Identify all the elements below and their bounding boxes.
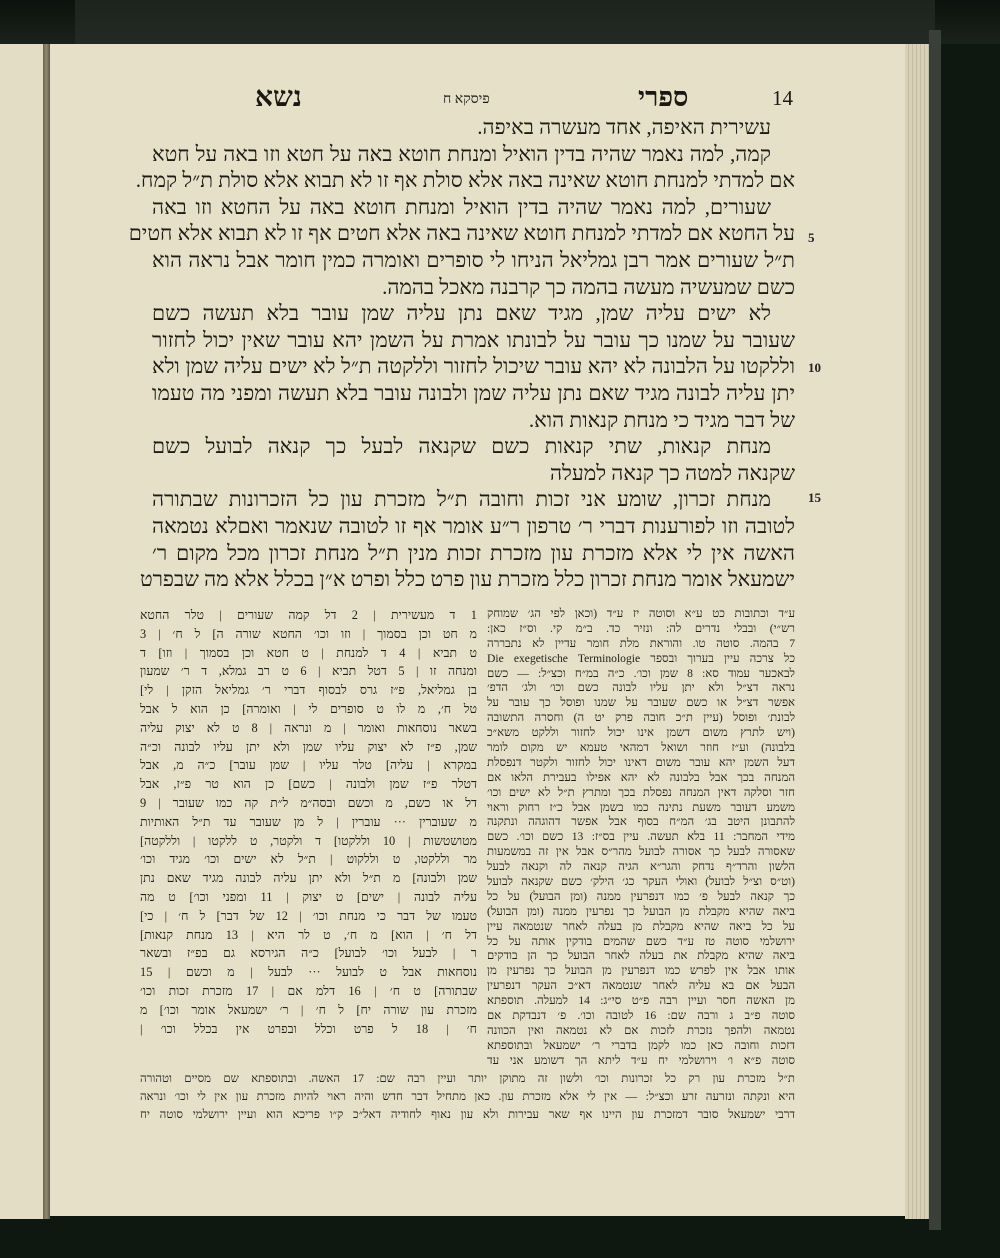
commentary-line: הלשון והרד״ף נדחק והגר״א הגיה קנאה לה וקנאה לבעל (487, 860, 795, 874)
commentary-line: נטמאה ולהפך נזכרת לזכות אם לא נטמאה ואין הכוונה (487, 1023, 795, 1037)
variant-line: מזכרת עון שורה יח] ל ח׳ | ר׳ ישמעאל אומר וכו׳] מ (140, 1002, 477, 1017)
main-text-line: על החטא אם למדתי למנחת חוטא שאינה באה אלא חטים אף זו לא תבוא אלא חטים (128, 221, 795, 246)
main-text-line: שעורים, למה נאמר שהיה בדין הואיל ומנחת חוטא באה על החטא וזו באה (152, 194, 771, 219)
variant-line: שמן, פ״ז לא יצוק עליו שמן ולא יתן עליו לבונה וכ״ה (140, 739, 477, 754)
variant-line: עליה לבונה | ישים] ט יצוק | 11 ומפני וכו׳] ט מה (140, 889, 477, 904)
commentary-line: מידי המחבר: 11 בלא תעשה. עיין בס״ז: 13 כשם וכו׳. כשם (487, 830, 795, 844)
variant-line: שמן ולבונה] מ ת״ל ולא יתן עליה לבונה מגיד שאם נתן (140, 871, 477, 886)
commentary-line: בלבונה) וע״ז חוזר ושואל דמהאי טעמא יש מקום לומר (487, 741, 795, 755)
variant-line: מ חט וכן בסמוך | וזו וכו׳ החטא שורה ה] ל ח׳ | 3 (140, 626, 477, 641)
commentary-line: (ויש לתרץ משום דשמן אינו יכול לחזור וללקט משא״כ (487, 726, 795, 740)
variant-line: ט תביא | 4 ד למנחת | ט חטא וכן בסמוך | וזו] ד (140, 645, 477, 660)
commentary-line: לבונת׳ ופוסל (עיין ת״כ חובה פרק יט ה) וחסרה התשובה (487, 711, 795, 725)
main-text-line: של דבר מגיד כי מנחת קנאות הוא. (528, 407, 795, 432)
page-number: 14 (772, 86, 793, 110)
main-text-line: כשם שמעשיה מעשה בהמה כך קרבנה מאכל בהמה. (382, 274, 795, 299)
commentary-line: נראה דצ״ל ולא יתן עליו לבונה כשם וכו׳ ולג׳ הדפ׳ (487, 681, 795, 695)
variant-line: 1 ד מעשירית | 2 דל קמה שעורים | טלר החטא (140, 608, 477, 622)
commentary-line: 7 בהמה. סוטה טו. והוראת מלת חומר עדיין לא נתבררה (487, 636, 795, 650)
main-text-line: לטובה וזו לפורענות דברי ר׳ טרפון ר״ע אומר אף זו לטובה שנאמר ואםלא נטמאה (152, 513, 795, 538)
main-text-line: שקנאה למטה כך קנאה למעלה (549, 460, 795, 485)
page-edges (905, 44, 929, 1219)
commentary-line: להתבונן היטב בג׳ המ״ח בסוף אבל אפשר דהוגהה ונתקנה (487, 815, 795, 829)
commentary-line: היא ונקתה ונזרעה זרע וכצ״ל: — אין לי אלא מזכרת עון. כאן מתחיל דבר חדש והיה ראוי להיות מזכרת עון אין לי וכו׳ ונראה (140, 1090, 795, 1103)
book-page (50, 44, 905, 1216)
variant-line: מר וללקטו, ט וללקוט | ת״ל לא ישים וכו׳ מגיד וכו׳ (140, 852, 477, 867)
commentary-line: (וט״ס וצ״ל לבועל) ואולי העקר כג׳ הילק׳ כשם שקנאה לבועל (487, 875, 795, 889)
commentary-line: סוטה פ״ב ג ורבה שם: 16 לטובה וכו׳. פ׳ דנבדקת אם (487, 1009, 795, 1023)
commentary-line: הבעל אם בא עליה לאחר שנטמאה דא״כ העקר דנפרעין (487, 979, 795, 993)
main-text-line: עשירית האיפה, אחד מעשרה באיפה. (477, 115, 771, 139)
main-text-line: קמה, למה נאמר שהיה בדין הואיל ומנחת חוטא באה על חטא וזו באה על חטא (152, 141, 771, 166)
main-text-line: מנחת קנאות, שתי קנאות כשם שקנאה לבעל כך קנאה לבועל כשם (152, 434, 771, 459)
main-text-line: וללקטו על הלבונה לא יהא עובר שיכול לחזור וללקטה ת״ל לא ישים עליה שמן ולא (152, 354, 795, 379)
commentary-line: ע״ד וכתובות כט ע״א וסוטה יז ע״ד (וכאן לפי הג׳ שמוחק (487, 607, 795, 620)
commentary-column (487, 607, 795, 1069)
main-text-line: האשה אין לי אלא מזכרת עון מזכרת זכות מנין ת״ל מנחת זכרון מכל מקום ר׳ (152, 540, 795, 565)
line-number-5: 5 (808, 230, 815, 245)
book-top-edge (0, 0, 1000, 44)
commentary-line: משמע דעובר משעת נתינה כמו בשמן אבל כ״ז רחוק וראוי (487, 800, 795, 814)
variant-line: נוסחאות אבל ט לבועל ··· לבעל | מ וכשם | 15 (140, 965, 477, 980)
commentary-line: המנחה בכך אבל בלבונה לא יהא אפילו בעבירת הלאו אם (487, 770, 795, 784)
line-number-10: 10 (808, 360, 821, 375)
main-text-line: שעובר על שמנו כך עובר על לבונתו אמרת על השמן יהא עובר שאין יכול לחזור (152, 327, 795, 352)
variant-line: במקרא | עליה] טלר עליו | שמן עובר] כ״ה מ, אבל (140, 758, 477, 773)
commentary-line: על כל ביאה שהיא מקבלת מן בעלה לאחר שנטמאה עיין (487, 919, 795, 933)
commentary-line: דעל השמן יהא עובר משום דאינו יכול לחזור ולקטר דנפסלת (487, 755, 795, 769)
commentary-line: אותו אבל אין לפרש כמו דנפרעין מן הבועל כך נפרעין מן (487, 964, 795, 978)
book-cover-edge (929, 30, 941, 1230)
variant-line: ומנחה זו | 5 דטל תביא | 6 ט רב גמלא, ד ר׳ שמעון (140, 664, 478, 679)
commentary-line: מן האשה חסר ועיין רבה פ״ט סי״ג: 14 למעלה. תוספתא (487, 994, 795, 1008)
variant-line: ר | לבעל וכו׳ לבועל] כ״ה הגירסא גם בפ״ז ובשאר (140, 946, 477, 961)
book-binding-ridge (75, 0, 935, 44)
commentary-line: ביאה שהיא מקבלת מן הבועל כך נפרעין ממנה (ומן הבועל) (487, 904, 795, 918)
commentary-line: ירושלמי סוטה טז ע״ד כשם שהמים בודקין אותה על כל (487, 934, 795, 948)
commentary-line: דרבי ישמעאל סובר דמזכרת עון היינו אף שאר עבירות ולא עון נאוף לחודיה דאל״כ ק״ו פריכא הוא ועיין ירושלמי סוטה יח (140, 1108, 795, 1121)
variant-line: ח׳ | 18 ל פרט וכלל ובפרט אין בכלל וכו׳ | (140, 1021, 477, 1036)
running-title-section: פיסקא ח (443, 92, 490, 107)
variant-line: טעמו של דבר כי מנחת וכו׳ | 12 של דבר] ל ח׳ | כי] (140, 908, 477, 923)
line-number-15: 15 (808, 490, 821, 505)
variant-line: שבתורה] ט ח׳ | 16 דלמ אם | 17 מזכרת זכות וכו׳ (140, 983, 477, 998)
commentary-line: חזר וסלקה דאין המנחה נפסלת בכך ומתרץ ת״ל לא ישים וכו׳ (487, 785, 795, 799)
facing-page-edge (0, 44, 43, 1219)
commentary-line: דזכות וחובה כאן כמו לקמן בדברי ר׳ ישמעאל ובתוספתא (487, 1038, 795, 1052)
running-title-parasha: נשא (255, 82, 302, 113)
commentary-line: שאסורה לבעל כך אסורה לבועל מהר״ס אבל אין זה במשמעות (487, 845, 795, 859)
main-text-line: ת״ל שעורים אמר רבן גמליאל הניחו לי סופרים ואומרה כמין חומר אבל נראה הוא (152, 247, 795, 272)
variant-line: בשאר נוסחאות ואומר | מ ונראה | 8 ט לא יצוק עליה (140, 720, 477, 735)
running-title-book: ספרי (638, 82, 689, 112)
commentary-line: סוטה פ״א ו׳ וירושלמי יח ע״ד ליתא הך דשומע אני עד (487, 1053, 795, 1067)
main-text-line: לא ישים עליה שמן, מגיד שאם נתן עליה שמן עובר בלא תעשה כשם (152, 301, 771, 326)
commentary-line: רש״י) ובבלי נדרים לה: ונזיר כד. ב״מ קי. וס״ז כאן: (487, 621, 795, 635)
main-text-line: ישמעאל אומר מנחת זכרון כלל מזכרת עון פרט כלל ופרט א״ן בכלל אלא מה שבפרט (139, 567, 795, 592)
commentary-continuation (140, 1070, 795, 1124)
main-text-line: מנחת זכרון, שומע אני זכות וחובה ת״ל מזכרת עון כל הזכרונות שבתורה (152, 487, 771, 512)
main-text-line: אם למדתי למנחת חוטא שאינה באה אלא סולת אף זו לא תבוא אלא סולת ת״ל קמח. (135, 168, 795, 193)
variant-line: טל ח׳, מ לו ט סופרים לי | ואומרה] כן הוא ל אבל (140, 701, 477, 716)
commentary-line: כך קנאה לבעל פ׳ כמו דנפרעין ממנה (ומן הבועל) על כל (487, 889, 795, 903)
commentary-line: ביאה שהיא מקבלת את בעלה לאחר הבועל כך הן בודקים (487, 949, 795, 963)
variant-line: מ שעוברין ··· עוברין | ל מן שעובר עד ת״ל האותיות (140, 814, 477, 829)
variant-line: מטושטשות | 10 וללקטו] ד ולקטר, ט ללקטו | וללקטה] (140, 833, 477, 848)
variant-line: דל או כשם, מ וכשם ובסה״מ ל״ת קה כמו שעובר | 9 (140, 795, 477, 810)
book-gutter (43, 44, 50, 1219)
variant-line: דטלר פ״ז שמן ולבונה | כשם] כן הוא טר פ״ז, אבל (140, 777, 477, 792)
commentary-line: כל צרכה עיין בערוך ובספר Die exegetische Terminologie (487, 651, 795, 665)
main-text (128, 114, 795, 593)
commentary-line: אפשר דצ״ל או כשם שעובר על שמנו ופוסל כך עובר על (487, 696, 795, 710)
variant-line: בן גמליאל, פ״ז גרס לבסוף דברי ר׳ גמליאל הזקן | לי] (140, 683, 477, 698)
main-text-line: יתן עליה לבונה מגיד שאם נתן עליה שמן ולבונה עובר בלא תעשה ומפני מה טעמו (152, 380, 795, 405)
variants-column (140, 606, 477, 1038)
commentary-line: לבאכער עמוד סא: 8 שמן וכו׳. כ״ה במ״ח וכצ״ל: — כשם (487, 666, 795, 680)
commentary-line: ת״ל מזכרת עון רק כל זכרונות וכו׳ ולשון זה מתוקן יותר ועיין רבה שם: 17 האשה. ובתוספתא שם מסיים וטהורה (140, 1072, 795, 1085)
variant-line: דל ח׳ | הוא] מ ח׳, ט לר היא | 13 מנחת קנאות] (140, 927, 477, 942)
